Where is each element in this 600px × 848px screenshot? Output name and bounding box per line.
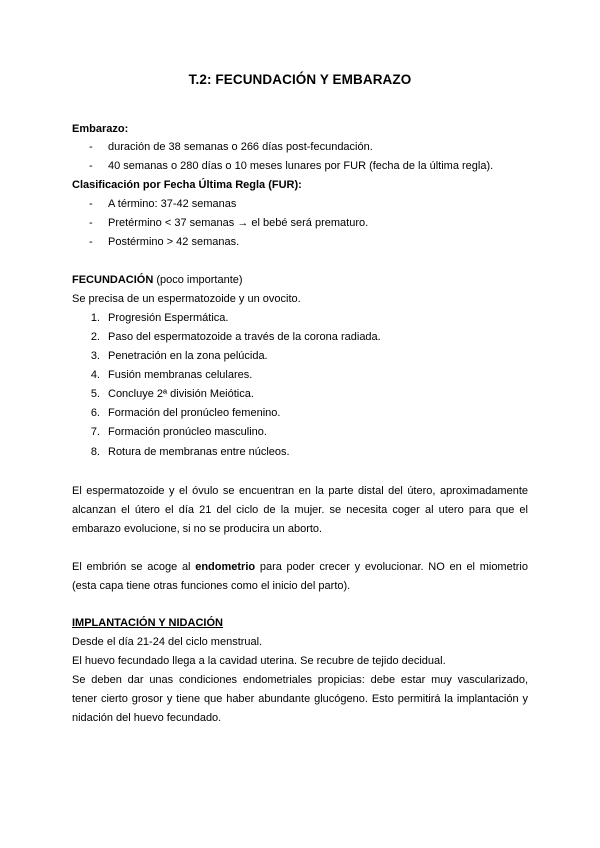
step-number: 4. [90,369,100,381]
step-number: 6. [90,407,100,419]
page-title: T.2: FECUNDACIÓN Y EMBARAZO [188,72,412,87]
dash-bullet: - [89,236,93,248]
para2-text: El embrión se acoge al [72,561,196,573]
implantacion-paragraph: Se deben dar unas condiciones endometriales propicias: debe estar muy vascularizado, tener cierto grosor y tiene que haber abundante glucógeno. Esto permitirá la implantación y nidación del huevo fecundado. [72,674,528,724]
fecundacion-intro: Se precisa de un espermatozoide y un ovocito. [72,293,301,305]
step-text: Fusión membranas celulares. [108,369,253,381]
dash-bullet: - [89,217,93,229]
fecundacion-paragraph-2 [72,558,528,596]
step-text: Progresión Espermática. [108,312,229,324]
step-text: Rotura de membranas entre núcleos. [108,446,290,458]
clasificacion-item: Postérmino > 42 semanas. [108,236,240,248]
fecundacion-note: (poco importante) [156,274,243,286]
step-number: 1. [90,312,100,324]
implantacion-line: Desde el día 21-24 del ciclo menstrual. [72,636,263,648]
step-number: 8. [90,446,100,458]
implantacion-heading: IMPLANTACIÓN Y NIDACIÓN [72,617,223,629]
embarazo-item: 40 semanas o 280 días o 10 meses lunares por FUR (fecha de la última regla). [108,160,494,172]
step-number: 2. [90,331,100,343]
dash-bullet: - [89,198,93,210]
step-text: Concluye 2ª división Meiótica. [108,388,254,400]
step-text: Paso del espermatozoide a través de la corona radiada. [108,331,381,343]
fecundacion-heading-line [72,273,243,287]
dash-bullet: - [89,141,93,153]
endometrio-term: endometrio [195,561,256,573]
clasificacion-item: A término: 37-42 semanas [108,198,237,210]
step-number: 5. [90,388,100,400]
step-text: Penetración en la zona pelúcida. [108,350,268,362]
step-number: 3. [90,350,100,362]
dash-bullet: - [89,160,93,172]
step-text: Formación pronúcleo masculino. [108,426,267,438]
fecundacion-paragraph-1: El espermatozoide y el óvulo se encuentran en la parte distal del útero, aproximadamente alcanzan el útero el día 21 del ciclo de la mujer. se necesita coger al utero para que el embarazo evolucione, si no se producira un aborto. [72,485,528,535]
fecundacion-heading: FECUNDACIÓN [72,274,154,286]
clasificacion-heading: Clasificación por Fecha Última Regla (FUR): [72,179,302,191]
embarazo-item: duración de 38 semanas o 266 días post-fecundación. [108,141,373,153]
step-number: 7. [90,426,100,438]
implantacion-line: El huevo fecundado llega a la cavidad uterina. Se recubre de tejido decidual. [72,655,446,667]
para2-text: para poder crecer y evolucionar. NO en el miometrio (esta capa tiene otras funciones como el inicio del parto). [72,561,528,592]
clasificacion-item: Pretérmino < 37 semanas → el bebé será prematuro. [108,217,369,229]
step-text: Formación del pronúcleo femenino. [108,407,281,419]
embarazo-heading: Embarazo: [72,123,129,135]
